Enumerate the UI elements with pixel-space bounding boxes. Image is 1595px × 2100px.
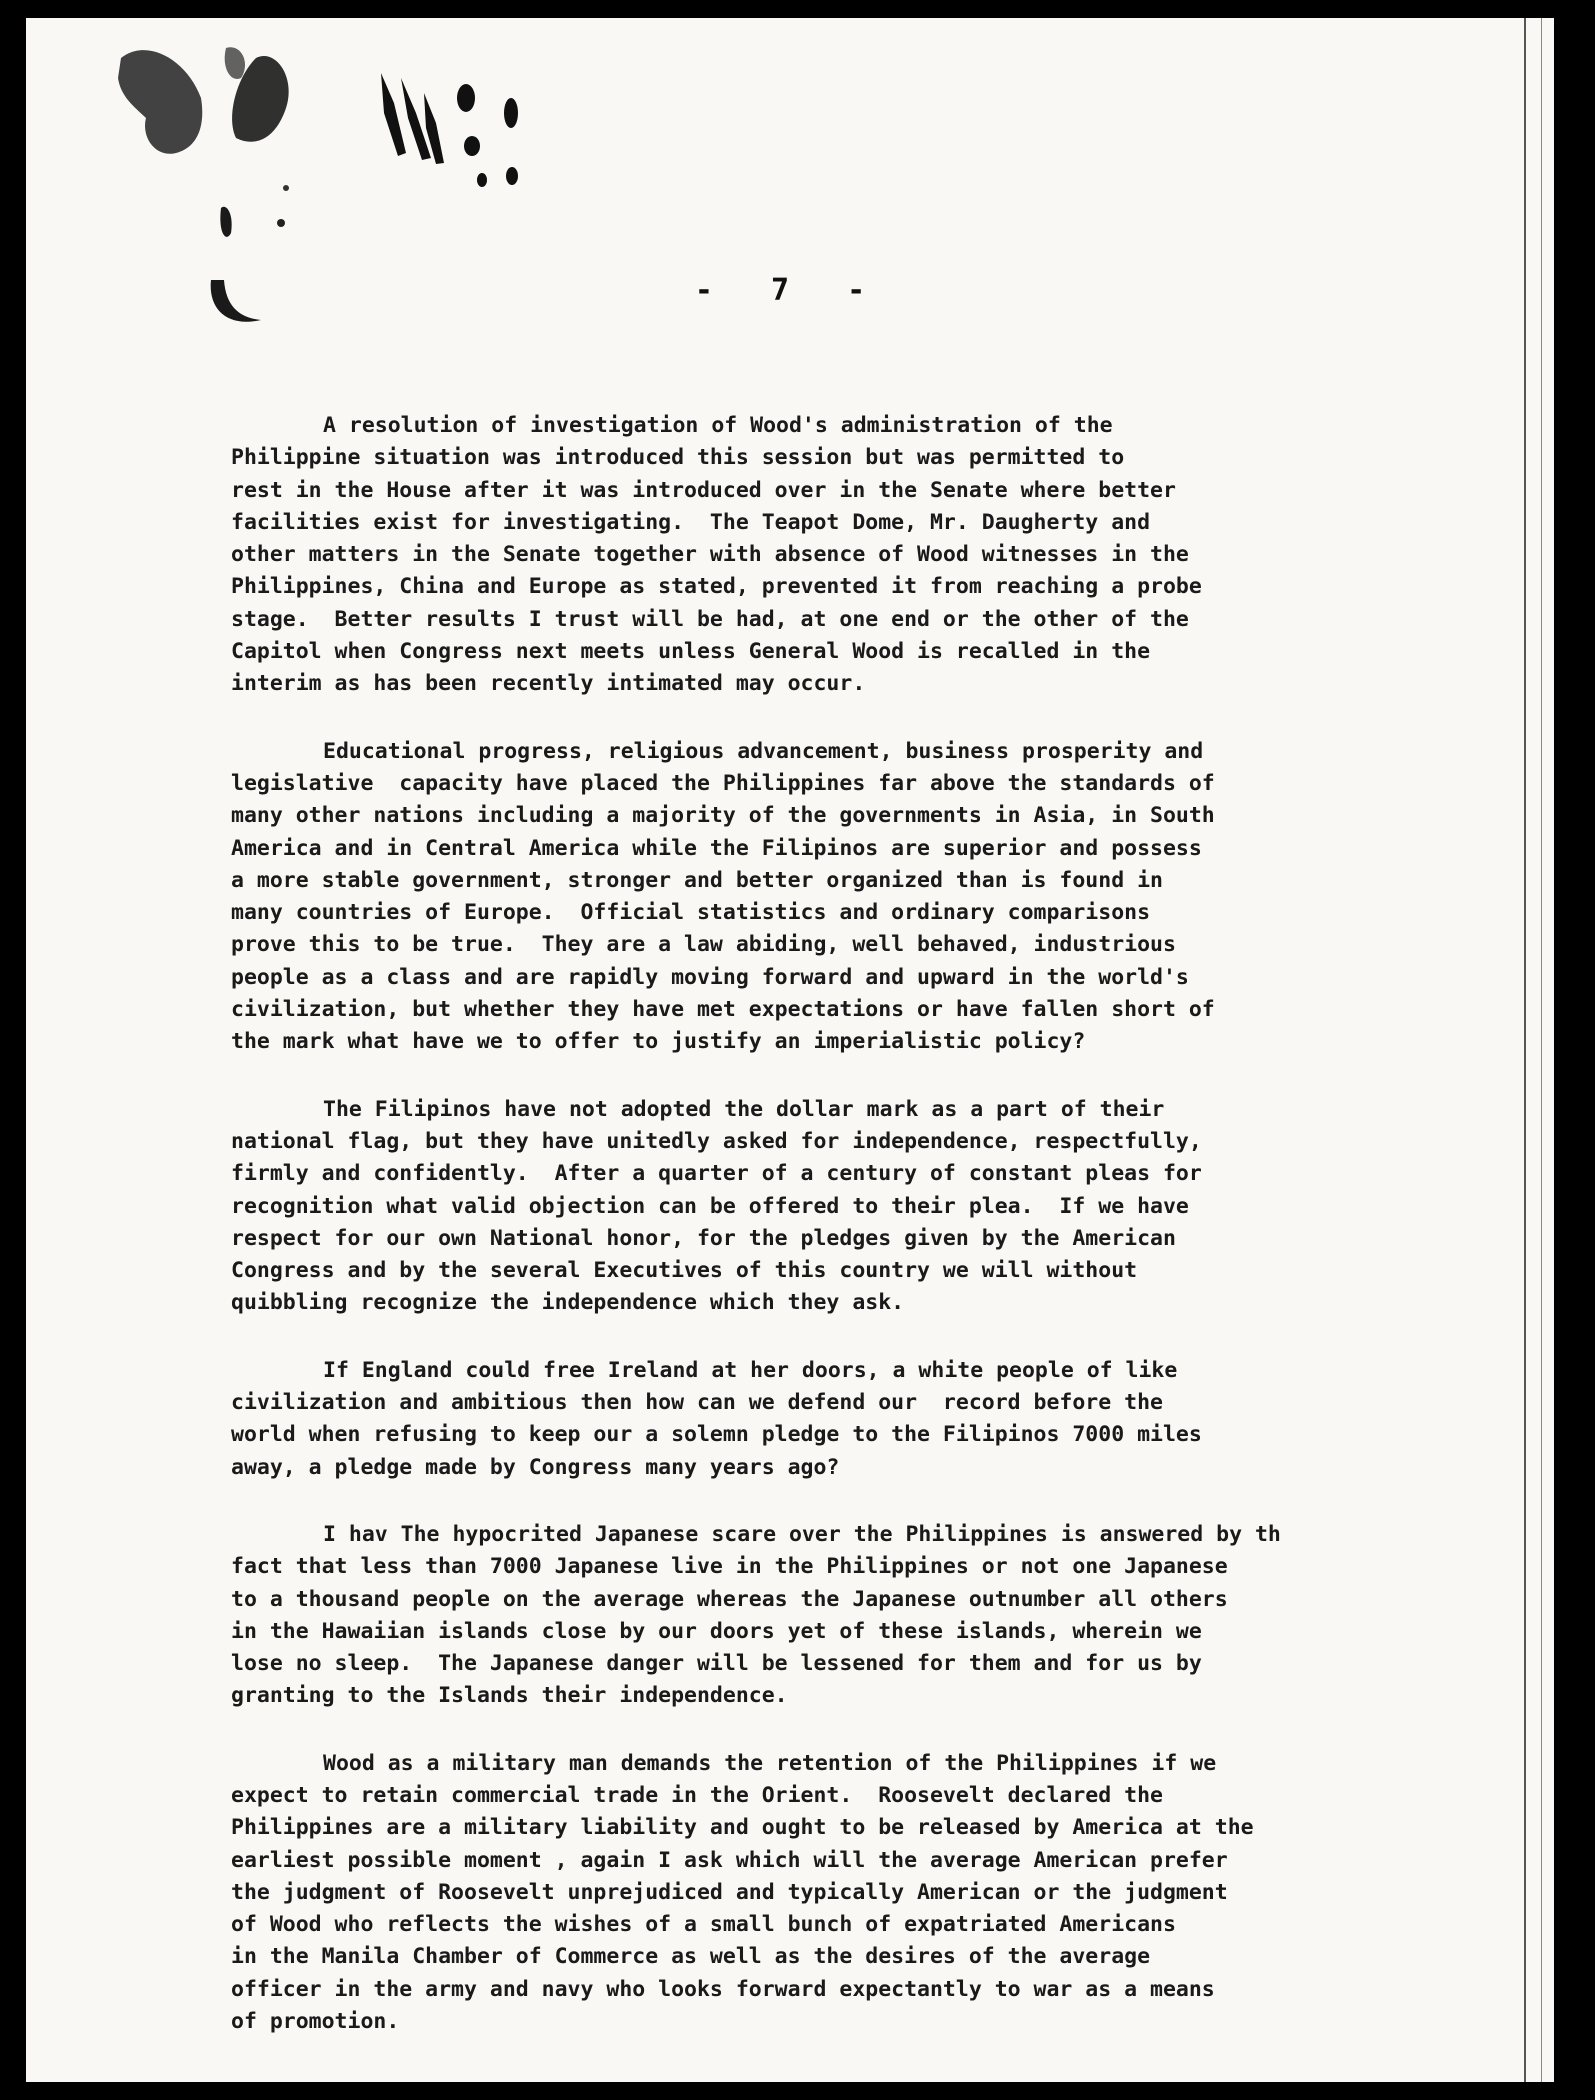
text-line: to a thousand people on the average whereas the Japanese outnumber all others	[231, 1586, 1228, 1612]
page-edge-shadow	[1541, 18, 1542, 2082]
text-line: in the Manila Chamber of Commerce as well as the desires of the average	[231, 1944, 1151, 1970]
text-line: in the Hawaiian islands close by our doors yet of these islands, wherein we	[231, 1618, 1202, 1644]
text-line: a more stable government, stronger and better organized than is found in	[231, 867, 1163, 893]
text-line: The Filipinos have not adopted the dollar mark as a part of their	[323, 1096, 1165, 1122]
text-line: Philippine situation was introduced this session but was permitted to	[231, 445, 1125, 471]
text-line: Capitol when Congress next meets unless General Wood is recalled in the	[231, 639, 1151, 665]
text-line: granting to the Islands their independence.	[231, 1683, 788, 1709]
paragraph-5	[231, 1519, 1531, 1713]
text-line: interim as has been recently intimated may occur.	[231, 671, 866, 697]
text-line: stage. Better results I trust will be had, at one end or the other of the	[231, 606, 1189, 632]
text-line: many countries of Europe. Official statistics and ordinary comparisons	[231, 900, 1151, 926]
text-line: national flag, but they have unitedly asked for independence, respectfully,	[231, 1128, 1202, 1154]
text-line: I hav The hypocrited Japanese scare over the Philippines is answered by th	[323, 1521, 1281, 1547]
text-line: officer in the army and navy who looks forward expectantly to war as a means	[231, 1976, 1215, 2002]
text-line: many other nations including a majority of the governments in Asia, in South	[231, 803, 1215, 829]
document-page	[26, 18, 1554, 2082]
letter-body	[231, 410, 1531, 2073]
text-line: of promotion.	[231, 2009, 400, 2035]
text-line: legislative capacity have placed the Philippines far above the standards of	[231, 770, 1215, 796]
text-line: A resolution of investigation of Wood's administration of the	[323, 413, 1113, 438]
text-line: other matters in the Senate together with absence of Wood witnesses in the	[231, 542, 1189, 568]
text-line: people as a class and are rapidly moving forward and upward in the world's	[231, 964, 1189, 990]
page-number: - 7 -	[694, 273, 886, 308]
text-line: expect to retain commercial trade in the Orient. Roosevelt declared the	[231, 1782, 1163, 1808]
text-line: earliest possible moment , again I ask which will the average American prefer	[231, 1847, 1228, 1873]
text-line: facilities exist for investigating. The Teapot Dome, Mr. Daugherty and	[231, 509, 1151, 535]
text-line: of Wood who reflects the wishes of a small bunch of expatriated Americans	[231, 1912, 1176, 1938]
text-line: the mark what have we to offer to justify an imperialistic policy?	[231, 1029, 1086, 1055]
paragraph-4	[231, 1355, 1531, 1484]
text-line: prove this to be true. They are a law abiding, well behaved, industrious	[231, 932, 1176, 958]
text-line: quibbling recognize the independence which they ask.	[231, 1290, 905, 1316]
text-line: Congress and by the several Executives of this country we will without	[231, 1258, 1138, 1284]
text-line: Philippines, China and Europe as stated, prevented it from reaching a probe	[231, 574, 1202, 600]
text-line: recognition what valid objection can be offered to their plea. If we have	[231, 1193, 1189, 1219]
text-line: Philippines are a military liability and ought to be released by America at the	[231, 1815, 1254, 1841]
text-line: lose no sleep. The Japanese danger will be lessened for them and for us by	[231, 1651, 1202, 1677]
text-line: the judgment of Roosevelt unprejudiced and typically American or the judgment	[231, 1879, 1228, 1905]
text-line: America and in Central America while the Filipinos are superior and possess	[231, 835, 1202, 861]
text-line: away, a pledge made by Congress many years ago?	[231, 1454, 840, 1480]
text-line: fact that less than 7000 Japanese live in the Philippines or not one Japanese	[231, 1554, 1228, 1580]
paragraph-6	[231, 1748, 1531, 2039]
text-line: respect for our own National honor, for the pledges given by the American	[231, 1225, 1176, 1251]
paragraph-2	[231, 736, 1531, 1059]
text-line: Educational progress, religious advancement, business prosperity and	[323, 738, 1204, 764]
text-line: world when refusing to keep our a solemn pledge to the Filipinos 7000 miles	[231, 1422, 1202, 1448]
text-line: Wood as a military man demands the retention of the Philippines if we	[323, 1750, 1217, 1776]
text-line: civilization, but whether they have met expectations or have fallen short of	[231, 997, 1215, 1023]
paragraph-3	[231, 1094, 1531, 1320]
text-line: rest in the House after it was introduced over in the Senate where better	[231, 477, 1176, 503]
paragraph-1	[231, 410, 1531, 701]
text-line: If England could free Ireland at her doors, a white people of like	[323, 1357, 1178, 1383]
text-line: firmly and confidently. After a quarter of a century of constant pleas for	[231, 1161, 1202, 1187]
text-line: civilization and ambitious then how can we defend our record before the	[231, 1390, 1163, 1416]
